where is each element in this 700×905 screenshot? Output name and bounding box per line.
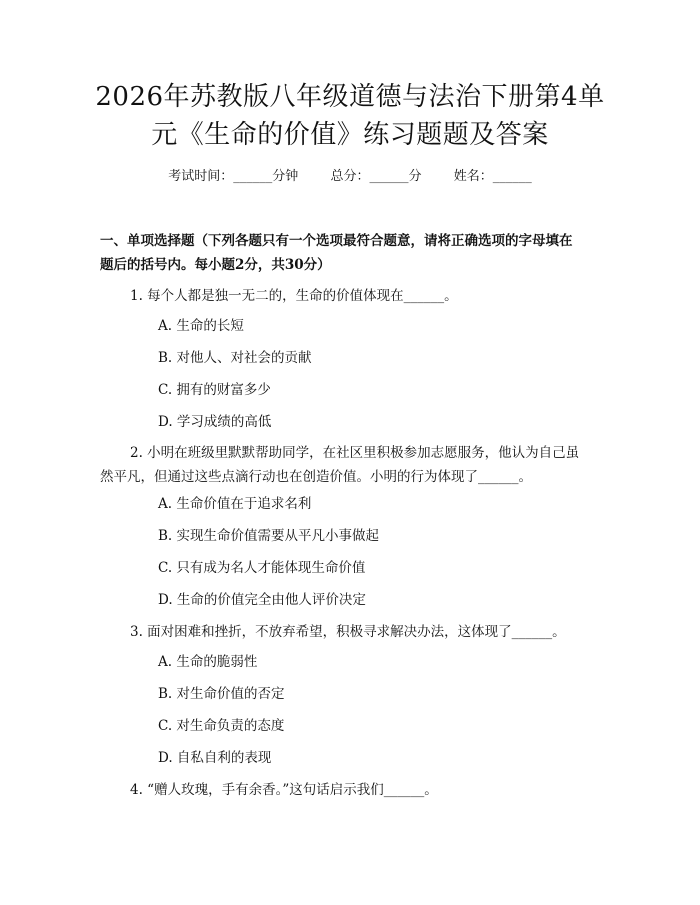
exam-time: 考试时间：______分钟 [168,169,299,184]
exam-name: 姓名：______ [453,169,532,184]
question-3-option-b: B. 对生命价值的否定 [158,686,285,702]
question-stem-line: 1. 每个人都是独一无二的，生命的价值体现在______。 [130,288,458,304]
question-1-option-b: B. 对他人、对社会的贡献 [158,350,312,366]
question-3-option-a: A. 生命的脆弱性 [158,654,258,670]
question-1-option-c: C. 拥有的财富多少 [158,382,271,398]
document-title [60,78,640,154]
question-stem-line: 4. “赠人玫瑰，手有余香。”这句话启示我们______。 [130,782,438,798]
question-2-option-b: B. 实现生命价值需要从平凡小事做起 [158,528,380,544]
question-1-option-a: A. 生命的长短 [158,318,244,334]
exam-score: 总分：______分 [330,169,422,184]
question-1-option-d: D. 学习成绩的高低 [158,414,272,430]
question-3-stem [100,620,600,644]
section-heading-line-2: 题后的括号内。每小题2分，共30分） [100,257,331,273]
section-heading-line-1: 一、单项选择题（下列各题只有一个选项最符合题意，请将正确选项的字母填在 [100,233,573,249]
question-stem-line: 然平凡，但通过这些点滴行动也在创造价值。小明的行为体现了______。 [100,469,532,485]
question-2-option-a: A. 生命价值在于追求名利 [158,496,312,512]
question-4-stem [100,778,600,802]
question-stem-line: 2. 小明在班级里默默帮助同学，在社区里积极参加志愿服务，他认为自己虽 [130,445,580,461]
question-2-option-d: D. 生命的价值完全由他人评价决定 [158,592,366,608]
section-heading [100,229,600,277]
question-3-option-d: D. 自私自利的表现 [158,750,272,766]
question-stem-line: 3. 面对困难和挫折，不放弃希望，积极寻求解决办法，这体现了______。 [130,624,566,640]
question-2-option-c: C. 只有成为名人才能体现生命价值 [158,560,366,576]
question-3-option-c: C. 对生命负责的态度 [158,718,285,734]
question-1-stem [100,284,600,308]
exam-meta [0,168,700,186]
question-2-stem [100,441,600,489]
title-line-2: 元《生命的价值》练习题题及答案 [151,120,549,150]
title-line-1: 2026年苏教版八年级道德与法治下册第4单 [95,82,605,112]
